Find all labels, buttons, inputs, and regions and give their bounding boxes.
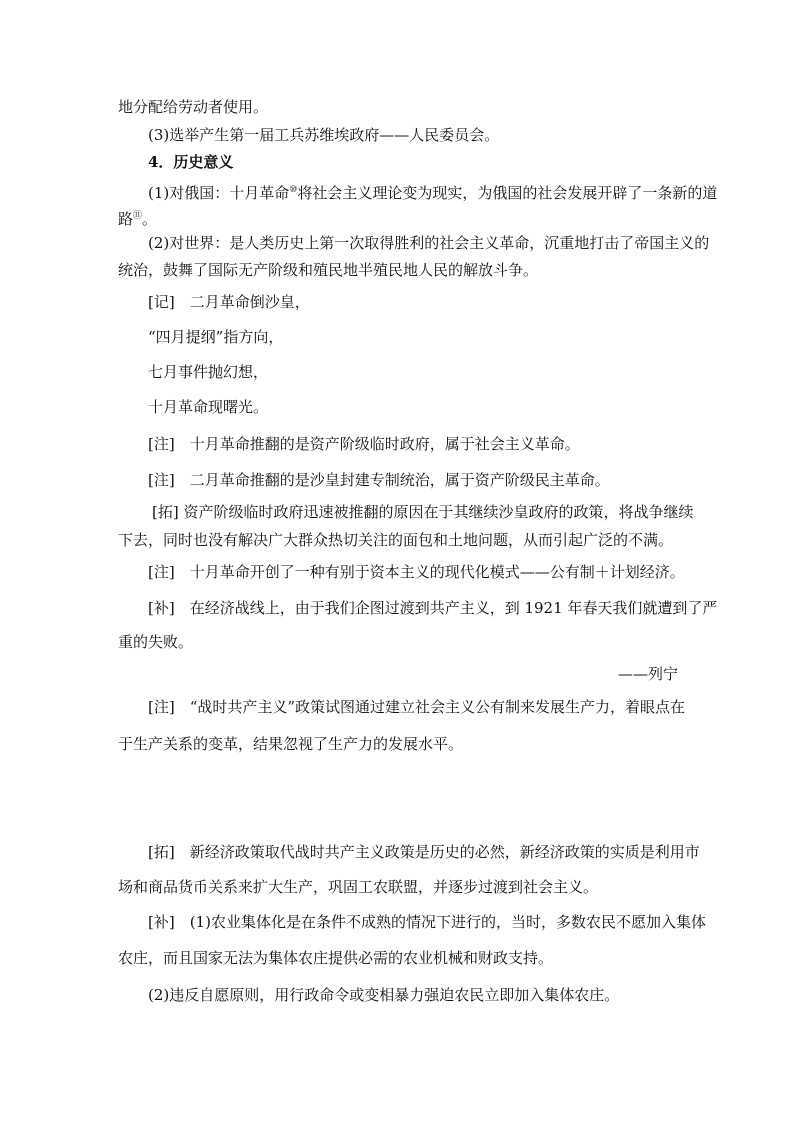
- text-line: [148, 180, 717, 203]
- note-line: [补] (1)农业集体化是在条件不成熟的情况下进行的，当时，多数农民不愿加入集体: [148, 913, 706, 931]
- text-run: 路: [118, 210, 134, 228]
- note-line: 农庄，而且国家无法为集体农庄提供必需的农业机械和财政支持。: [118, 949, 554, 967]
- note-line: 场和商品货币关系来扩大生产，巩固工农联盟，并逐步过渡到社会主义。: [118, 878, 599, 896]
- quote-line: [补] 在经济战线上，由于我们企图过渡到共产主义，到 1921 年春天我们就遭到了严: [148, 599, 718, 617]
- quote-line: 重的失败。: [118, 633, 194, 651]
- note-line: 下去，同时也没有解决广大群众热切关注的面包和土地问题，从而引起广泛的不满。: [118, 531, 674, 549]
- mnemonic-line: 十月革命现曙光。: [148, 398, 269, 416]
- text-run: 。: [142, 210, 158, 228]
- text-line: 地分配给劳动者使用。: [118, 98, 269, 116]
- footnote-marker: ⑩: [289, 185, 298, 195]
- quote-attribution: ——列宁: [618, 665, 679, 683]
- text-line: [118, 206, 157, 229]
- section-heading: 4．历史意义: [148, 153, 234, 171]
- note-line: [注] “战时共产主义”政策试图通过建立社会主义公有制来发展生产力，着眼点在: [148, 698, 686, 716]
- note-line: [注] 二月革命推翻的是沙皇封建专制统治，属于资产阶级民主革命。: [148, 471, 610, 489]
- note-line: [拓] 新经济政策取代战时共产主义政策是历史的必然，新经济政策的实质是利用市: [148, 843, 700, 861]
- note-line: [拓] 资产阶级临时政府迅速被推翻的原因在于其继续沙皇政府的政策，将战争继续: [152, 503, 694, 521]
- mnemonic-line: “四月提纲”指方向，: [148, 328, 284, 346]
- note-line: 于生产关系的变革，结果忽视了生产力的发展水平。: [118, 735, 464, 753]
- note-line: [注] 十月革命开创了一种有别于资本主义的现代化模式——公有制＋计划经济。: [148, 563, 685, 581]
- text-line: (3)选举产生第一届工兵苏维埃政府——人民委员会。: [148, 126, 500, 144]
- mnemonic-line: 七月事件抛幻想，: [148, 363, 269, 381]
- note-line: (2)违反自愿原则，用行政命令或变相暴力强迫农民立即加入集体农庄。: [148, 986, 620, 1004]
- text-line: (2)对世界：是人类历史上第一次取得胜利的社会主义革命，沉重地打击了帝国主义的: [148, 234, 710, 252]
- text-line: 统治，鼓舞了国际无产阶级和殖民地半殖民地人民的解放斗争。: [118, 261, 539, 279]
- text-run: 将社会主义理论变为现实，为俄国的社会发展开辟了一条新的道: [297, 184, 718, 202]
- footnote-marker: ⑪: [133, 211, 143, 221]
- mnemonic-line: [记] 二月革命倒沙皇，: [148, 293, 310, 311]
- text-run: (1)对俄国：十月革命: [148, 184, 290, 202]
- note-line: [注] 十月革命推翻的是资产阶级临时政府，属于社会主义革命。: [148, 435, 580, 453]
